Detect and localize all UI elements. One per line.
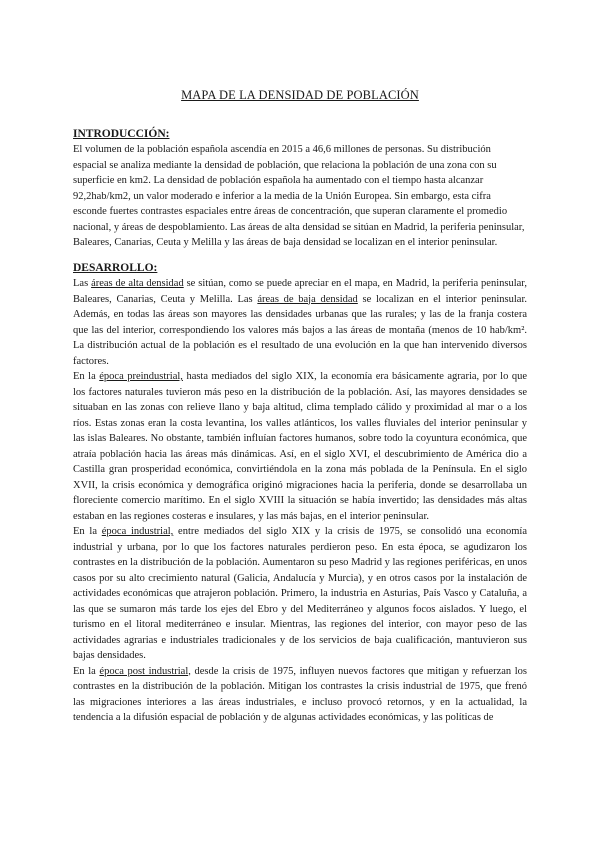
development-paragraph-3: En la época industrial, entre mediados del siglo XIX y la crisis de 1975, se consolidó una economía industrial y urbana, por lo que los factores naturales perdieron peso. En esta época, se agudizaron los contrastes en la distribución de la población. Aumentaron su peso Madrid y las regiones periféricas, en unos casos por su alto crecimiento natural (Galicia, Andalucía y Murcia), y en otros casos por la instalación de actividades económicas que atrajeron población. Primero, la industria en Asturias, País Vasco y Cataluña, a las que se sumaron más tarde los ejes del Ebro y del Mediterráneo y algunos focos aislados. Y luego, el turismo en el litoral mediterráneo e insular. Mientras, las regiones del interior, con mayor peso de las actividades agrarias e industriales tradicionales y de los servicios de baja cualificación, mantuvieron sus bajas densidades. xyxy=(73,526,527,661)
development-heading: DESARROLLO: xyxy=(73,261,158,274)
development-paragraph-1: Las áreas de alta densidad se sitúan, como se puede apreciar en el mapa, en Madrid, la periferia peninsular, Baleares, Canarias, Ceuta y Melilla. Las áreas de baja densidad se localizan en el interior peninsular. Además, en todas las áreas son mayores las densidades urbanas que las rurales; y las de la franja costera que las del interior, correspondiendo los valores más bajos a las áreas de montaña (menos de 10 hab/km². La distribución actual de la población es el resultado de una evolución en la que han intervenido diversos factores. xyxy=(73,278,527,367)
underlined-term: época industrial, xyxy=(101,526,174,537)
underlined-term: época post industrial, xyxy=(99,665,191,677)
intro-paragraph: El volumen de la población española ascendía en 2015 a 46,6 millones de personas. Su distribución espacial se analiza mediante la densidad de población, que relaciona la población de una zona con su superficie en km2. La densidad de población española ha aumentado con el tiempo hasta alcanzar 92,2hab/km2, un valor moderado e inferior a la media de la Unión Europea. Sin embargo, esta cifra esconde fuertes contrastes espaciales entre áreas de concentración, que superan claramente el promedio nacional, y áreas de despoblamiento. Las áreas de alta densidad se sitúan en Madrid, la periferia peninsular, Baleares, Canarias, Ceuta y Melilla y las áreas de baja densidad se localizan en el interior peninsular. xyxy=(73,144,525,248)
page-title: MAPA DE LA DENSIDAD DE POBLACIÓN xyxy=(181,88,419,102)
underlined-term: áreas de alta densidad xyxy=(91,278,184,289)
development-paragraph-2: En la época preindustrial, hasta mediados del siglo XIX, la economía era básicamente agraria, por lo que los factores naturales tuvieron más peso en la distribución de la población. Así, las mayores densidades se situaban en las zonas con relieve llano y baja altitud, clima templado cálido y proximidad al mar o a los ríos. Estas zonas eran la costa levantina, los valles atlánticos, los valles fluviales del interior peninsular y las islas Baleares. No obstante, también influían factores humanos, sobre todo la coyuntura económica, que atraía población hacia las áreas más dinámicas. Así, en el siglo XVI, el descubrimiento de América dio a Castilla gran prosperidad económica, convirtiéndola en la zona más poblada de la Península. En el siglo XVII, la crisis económica y demográfica originó migraciones hacia la periferia, donde se desarrollaba un floreciente comercio marítimo. En el siglo XVIII la situación se había invertido; las densidades más altas estaban en las regiones costeras e insulares, y las más bajas, en el interior peninsular. xyxy=(73,371,527,522)
underlined-term: época preindustrial, xyxy=(99,371,183,382)
document-page xyxy=(73,88,527,726)
underlined-term: áreas de baja densidad xyxy=(257,293,358,305)
intro-heading: INTRODUCCIÓN: xyxy=(73,127,170,140)
development-paragraph-4: En la época post industrial, desde la crisis de 1975, influyen nuevos factores que mitigan y refuerzan los contrastes en la distribución de la población. Mitigan los contrastes la crisis industrial de 1975, que frenó las migraciones interiores a las áreas industriales, e incluso provocó retornos, y en la actualidad, la tendencia a la difusión espacial de población y de algunas actividades económicas, y las políticas de xyxy=(73,665,527,723)
